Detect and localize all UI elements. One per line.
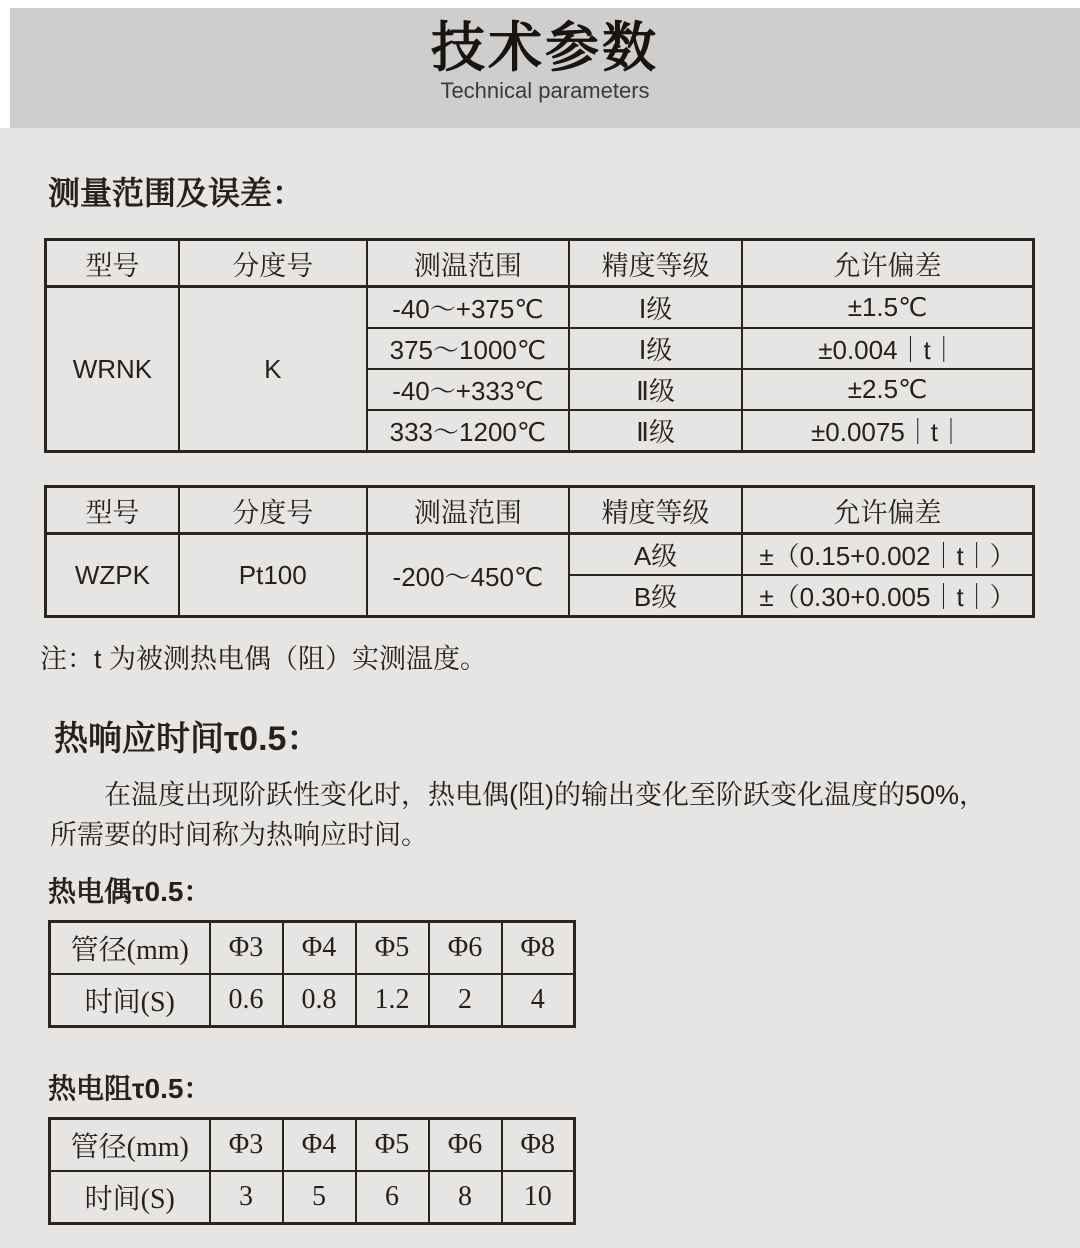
- rtd-response-table: [48, 1117, 576, 1225]
- diameter-cell: Φ6: [429, 1119, 502, 1172]
- table-row: [50, 1119, 575, 1172]
- range-cell: 333～1200℃: [367, 410, 570, 452]
- grade-cell: Ⅱ级: [569, 410, 742, 452]
- time-cell: 6: [356, 1171, 429, 1224]
- grade-cell: Ⅰ级: [569, 287, 742, 329]
- column-header-deviation: 允许偏差: [742, 487, 1033, 534]
- measurement-note: 注：t 为被测热电偶（阻）实测温度。: [40, 644, 488, 674]
- deviation-cell: ±2.5℃: [742, 369, 1033, 410]
- grade-cell: Ⅰ级: [569, 328, 742, 369]
- grade-cell: Ⅱ级: [569, 369, 742, 410]
- time-label-cell: 时间(S): [50, 974, 210, 1027]
- subsection-heading-thermocouple: 热电偶τ0.5：: [48, 876, 212, 907]
- column-header-range: 测温范围: [367, 487, 570, 534]
- subsection-heading-rtd: 热电阻τ0.5：: [48, 1073, 212, 1104]
- time-cell: 3: [210, 1171, 283, 1224]
- table-row: [50, 922, 575, 975]
- range-cell: -200～450℃: [367, 534, 570, 617]
- wrnk-spec-table: [44, 238, 1035, 453]
- table-row: [46, 287, 1034, 329]
- grade-cell: B级: [569, 575, 742, 617]
- time-cell: 4: [502, 974, 575, 1027]
- deviation-cell: ±（0.15+0.002｜t｜）: [742, 534, 1033, 576]
- table-row: [50, 1171, 575, 1224]
- response-description-line: 在温度出现阶跃性变化时，热电偶(阻)的输出变化至阶跃变化温度的50%，: [104, 780, 987, 810]
- response-description-line: 所需要的时间称为热响应时间。: [50, 820, 428, 850]
- range-cell: -40～+333℃: [367, 369, 570, 410]
- page-subtitle: Technical parameters: [440, 78, 650, 103]
- diameter-cell: Φ8: [502, 1119, 575, 1172]
- diameter-cell: Φ4: [283, 922, 356, 975]
- graduation-cell: Pt100: [179, 534, 367, 617]
- diameter-cell: Φ5: [356, 1119, 429, 1172]
- diameter-cell: Φ4: [283, 1119, 356, 1172]
- banner-strip: [0, 0, 1080, 128]
- grade-cell: A级: [569, 534, 742, 576]
- time-cell: 0.6: [210, 974, 283, 1027]
- deviation-cell: ±0.0075｜t｜: [742, 410, 1033, 452]
- deviation-cell: ±（0.30+0.005｜t｜）: [742, 575, 1033, 617]
- response-description: [50, 775, 1040, 855]
- diameter-cell: Φ8: [502, 922, 575, 975]
- page-title: 技术参数: [431, 18, 659, 78]
- time-cell: 2: [429, 974, 502, 1027]
- diameter-cell: Φ3: [210, 1119, 283, 1172]
- time-cell: 10: [502, 1171, 575, 1224]
- column-header-range: 测温范围: [367, 240, 570, 287]
- diameter-label-cell: 管径(mm): [50, 1119, 210, 1172]
- table-header-row: [46, 240, 1034, 287]
- table-row: [46, 534, 1034, 576]
- range-cell: -40～+375℃: [367, 287, 570, 329]
- time-label-cell: 时间(S): [50, 1171, 210, 1224]
- time-cell: 5: [283, 1171, 356, 1224]
- column-header-graduation: 分度号: [179, 487, 367, 534]
- time-cell: 8: [429, 1171, 502, 1224]
- column-header-model: 型号: [46, 240, 179, 287]
- diameter-cell: Φ6: [429, 922, 502, 975]
- diameter-cell: Φ5: [356, 922, 429, 975]
- deviation-cell: ±0.004｜t｜: [742, 328, 1033, 369]
- thermocouple-response-table: [48, 920, 576, 1028]
- page-banner: [10, 8, 1080, 128]
- section-heading-response-time: 热响应时间τ0.5：: [54, 720, 321, 758]
- time-cell: 0.8: [283, 974, 356, 1027]
- column-header-deviation: 允许偏差: [742, 240, 1033, 287]
- column-header-graduation: 分度号: [179, 240, 367, 287]
- section-heading-measurement: 测量范围及误差：: [48, 175, 305, 211]
- wzpk-spec-table: [44, 485, 1035, 618]
- column-header-grade: 精度等级: [569, 240, 742, 287]
- range-cell: 375～1000℃: [367, 328, 570, 369]
- model-cell: WZPK: [46, 534, 179, 617]
- deviation-cell: ±1.5℃: [742, 287, 1033, 329]
- column-header-grade: 精度等级: [569, 487, 742, 534]
- model-cell: WRNK: [46, 287, 179, 452]
- time-cell: 1.2: [356, 974, 429, 1027]
- diameter-cell: Φ3: [210, 922, 283, 975]
- table-row: [50, 974, 575, 1027]
- table-header-row: [46, 487, 1034, 534]
- graduation-cell: K: [179, 287, 367, 452]
- diameter-label-cell: 管径(mm): [50, 922, 210, 975]
- column-header-model: 型号: [46, 487, 179, 534]
